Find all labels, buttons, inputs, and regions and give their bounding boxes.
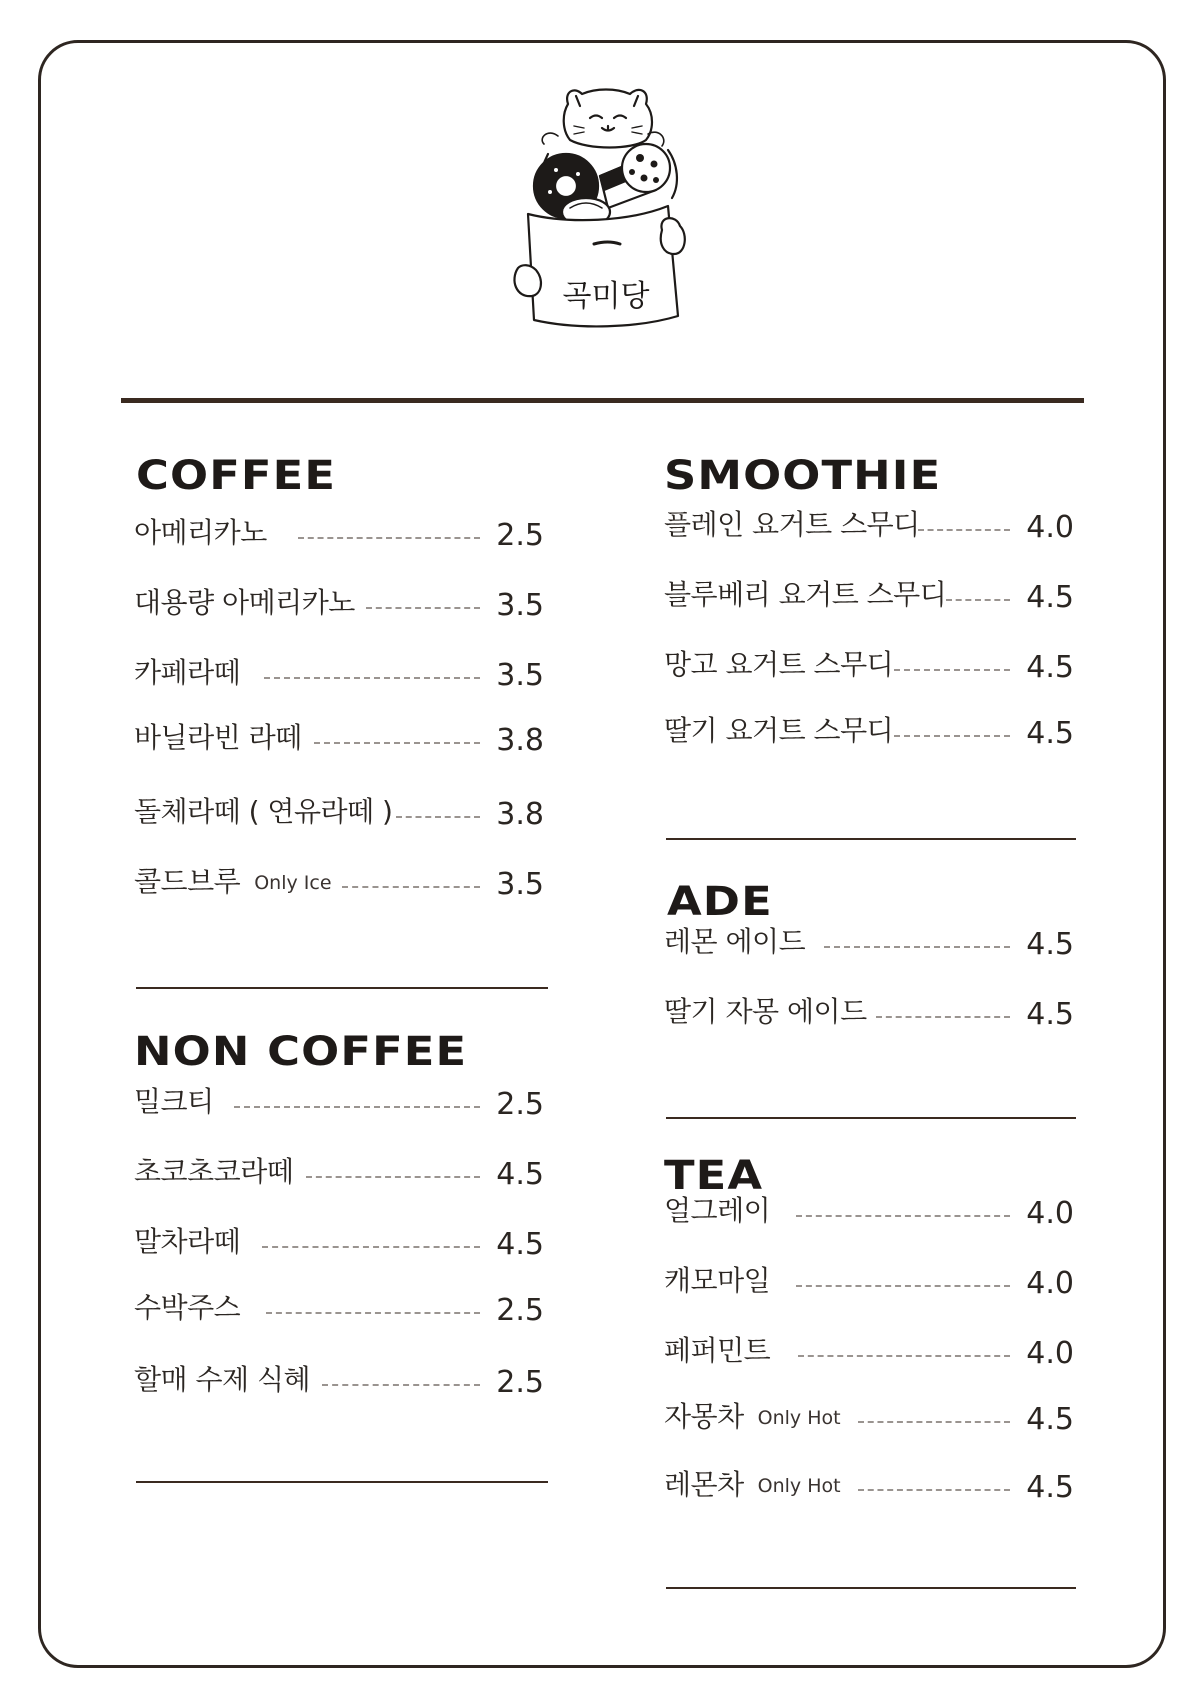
- menu-item-name-text: 밀크티: [134, 1085, 214, 1118]
- menu-item-name: [134, 1225, 241, 1258]
- menu-item-name-text: 말차라떼: [134, 1225, 241, 1258]
- section-title-ade: ADE: [667, 879, 773, 925]
- menu-item: [134, 1080, 544, 1120]
- menu-item-name: [134, 516, 267, 549]
- menu-item-leader: [858, 1489, 1010, 1491]
- menu-item-name: [664, 1468, 841, 1501]
- menu-item-name: [664, 925, 806, 958]
- menu-item-name: [134, 865, 332, 898]
- menu-item-leader: [858, 1421, 1010, 1423]
- menu-item-price: 3.5: [496, 867, 544, 902]
- menu-item-name: [664, 508, 920, 541]
- menu-item-price: 4.5: [1026, 650, 1074, 685]
- menu-item-leader: [918, 529, 1010, 531]
- menu-item-price: 4.5: [1026, 927, 1074, 962]
- menu-item-name-text: 바닐라빈 라떼: [134, 721, 302, 754]
- menu-item-leader: [234, 1106, 480, 1108]
- menu-item-leader: [366, 607, 480, 609]
- menu-item-note: Only Ice: [254, 871, 332, 894]
- menu-item-name-text: 할매 수제 식혜: [134, 1363, 311, 1396]
- menu-item-name: [664, 648, 894, 681]
- menu-item: [134, 1220, 544, 1260]
- menu-item-leader: [876, 1016, 1010, 1018]
- menu-item-name-text: 망고 요거트 스무디: [664, 648, 894, 681]
- menu-item-leader: [264, 677, 480, 679]
- menu-item-price: 4.5: [496, 1157, 544, 1192]
- menu-item-name-text: 딸기 자몽 에이드: [664, 995, 867, 1028]
- menu-item: [664, 1189, 1074, 1229]
- menu-item-name-text: 돌체라떼 ( 연유라떼 ): [134, 795, 393, 828]
- menu-item-price: 4.0: [1026, 1196, 1074, 1231]
- menu-item-name-text: 블루베리 요거트 스무디: [664, 578, 947, 611]
- menu-item-name: [134, 586, 355, 619]
- menu-item-name: [134, 656, 241, 689]
- menu-item: [134, 511, 544, 551]
- menu-item: [664, 643, 1074, 683]
- menu-item-price: 4.5: [1026, 580, 1074, 615]
- menu-item-price: 2.5: [496, 518, 544, 553]
- menu-item: [664, 503, 1074, 543]
- section-title-smoothie: SMOOTHIE: [664, 453, 942, 499]
- section-title-tea: TEA: [664, 1153, 764, 1199]
- menu-item-price: 2.5: [496, 1087, 544, 1122]
- menu-item-name-text: 자몽차: [664, 1400, 744, 1433]
- menu-item-name-text: 콜드브루: [134, 865, 241, 898]
- header-divider: [121, 398, 1084, 403]
- menu-item: [664, 573, 1074, 613]
- menu-item-name: [664, 1400, 841, 1433]
- cafe-logo: [508, 84, 708, 356]
- menu-item: [134, 1358, 544, 1398]
- menu-item-name: [664, 1264, 771, 1297]
- menu-item: [134, 860, 544, 900]
- menu-item-price: 3.5: [496, 658, 544, 693]
- menu-item-name: [134, 795, 393, 828]
- menu-item-name-text: 레몬차: [664, 1468, 744, 1501]
- menu-item: [664, 1329, 1074, 1369]
- menu-item-leader: [342, 886, 480, 888]
- logo-text: 곡미당: [562, 279, 650, 314]
- menu-item-price: 3.8: [496, 723, 544, 758]
- menu-item-leader: [796, 1285, 1010, 1287]
- menu-item-leader: [314, 742, 480, 744]
- menu-item-leader: [298, 537, 480, 539]
- menu-item-name-text: 플레인 요거트 스무디: [664, 508, 920, 541]
- menu-item-name-text: 페퍼민트: [664, 1334, 771, 1367]
- menu-item-note: Only Hot: [757, 1474, 841, 1497]
- menu-item-leader: [798, 1355, 1010, 1357]
- section-title-non-coffee: NON COFFEE: [134, 1029, 468, 1075]
- menu-item-price: 3.5: [496, 588, 544, 623]
- menu-item-name: [664, 1334, 771, 1367]
- menu-item: [134, 1150, 544, 1190]
- menu-item-price: 4.5: [1026, 1402, 1074, 1437]
- menu-item-name-text: 초코초코라떼: [134, 1155, 294, 1188]
- menu-item-name-text: 레몬 에이드: [664, 925, 806, 958]
- menu-item-price: 3.8: [496, 797, 544, 832]
- menu-item-leader: [262, 1246, 480, 1248]
- menu-item-name: [134, 1155, 294, 1188]
- menu-item-name-text: 아메리카노: [134, 516, 267, 549]
- menu-item: [134, 716, 544, 756]
- menu-item-price: 4.5: [1026, 1470, 1074, 1505]
- menu-item-name: [134, 1363, 311, 1396]
- menu-item-name-text: 캐모마일: [664, 1264, 771, 1297]
- menu-item-name: [664, 578, 947, 611]
- menu-item-name: [664, 995, 867, 1028]
- menu-item-name-text: 딸기 요거트 스무디: [664, 714, 894, 747]
- menu-item-name-text: 대용량 아메리카노: [134, 586, 355, 619]
- menu-item-name: [664, 714, 894, 747]
- menu-item: [664, 1259, 1074, 1299]
- menu-item: [664, 1463, 1074, 1503]
- menu-item-name-text: 카페라떼: [134, 656, 241, 689]
- menu-item-price: 4.5: [1026, 716, 1074, 751]
- menu-item-name: [134, 1085, 214, 1118]
- menu-item-leader: [266, 1312, 480, 1314]
- menu-item-price: 4.0: [1026, 510, 1074, 545]
- menu-item-leader: [894, 669, 1010, 671]
- menu-item-price: 2.5: [496, 1293, 544, 1328]
- menu-item-leader: [894, 735, 1010, 737]
- menu-item: [134, 1286, 544, 1326]
- menu-item-price: 4.0: [1026, 1266, 1074, 1301]
- section-title-coffee: COFFEE: [136, 453, 337, 499]
- menu-item-name-text: 수박주스: [134, 1291, 241, 1324]
- ade-divider: [666, 1117, 1076, 1119]
- menu-item-price: 2.5: [496, 1365, 544, 1400]
- menu-item-note: Only Hot: [757, 1406, 841, 1429]
- menu-item: [134, 651, 544, 691]
- menu-item-leader: [306, 1176, 480, 1178]
- menu-item-name: [664, 1194, 771, 1227]
- menu-item: [134, 790, 544, 830]
- menu-item-leader: [824, 946, 1010, 948]
- menu-item-price: 4.5: [1026, 997, 1074, 1032]
- menu-item-price: 4.0: [1026, 1336, 1074, 1371]
- menu-item-price: 4.5: [496, 1227, 544, 1262]
- coffee-divider: [136, 987, 548, 989]
- menu-item-name-text: 얼그레이: [664, 1194, 771, 1227]
- non-coffee-divider: [136, 1481, 548, 1483]
- menu-item-name: [134, 1291, 241, 1324]
- menu-item: [664, 709, 1074, 749]
- menu-item-leader: [396, 816, 480, 818]
- tea-divider: [666, 1587, 1076, 1589]
- menu-item-name: [134, 721, 302, 754]
- smoothie-divider: [666, 838, 1076, 840]
- menu-item-leader: [322, 1384, 480, 1386]
- menu-item: [664, 1395, 1074, 1435]
- menu-item-leader: [796, 1215, 1010, 1217]
- menu-item: [134, 581, 544, 621]
- menu-item: [664, 920, 1074, 960]
- menu-item-leader: [946, 599, 1010, 601]
- menu-item: [664, 990, 1074, 1030]
